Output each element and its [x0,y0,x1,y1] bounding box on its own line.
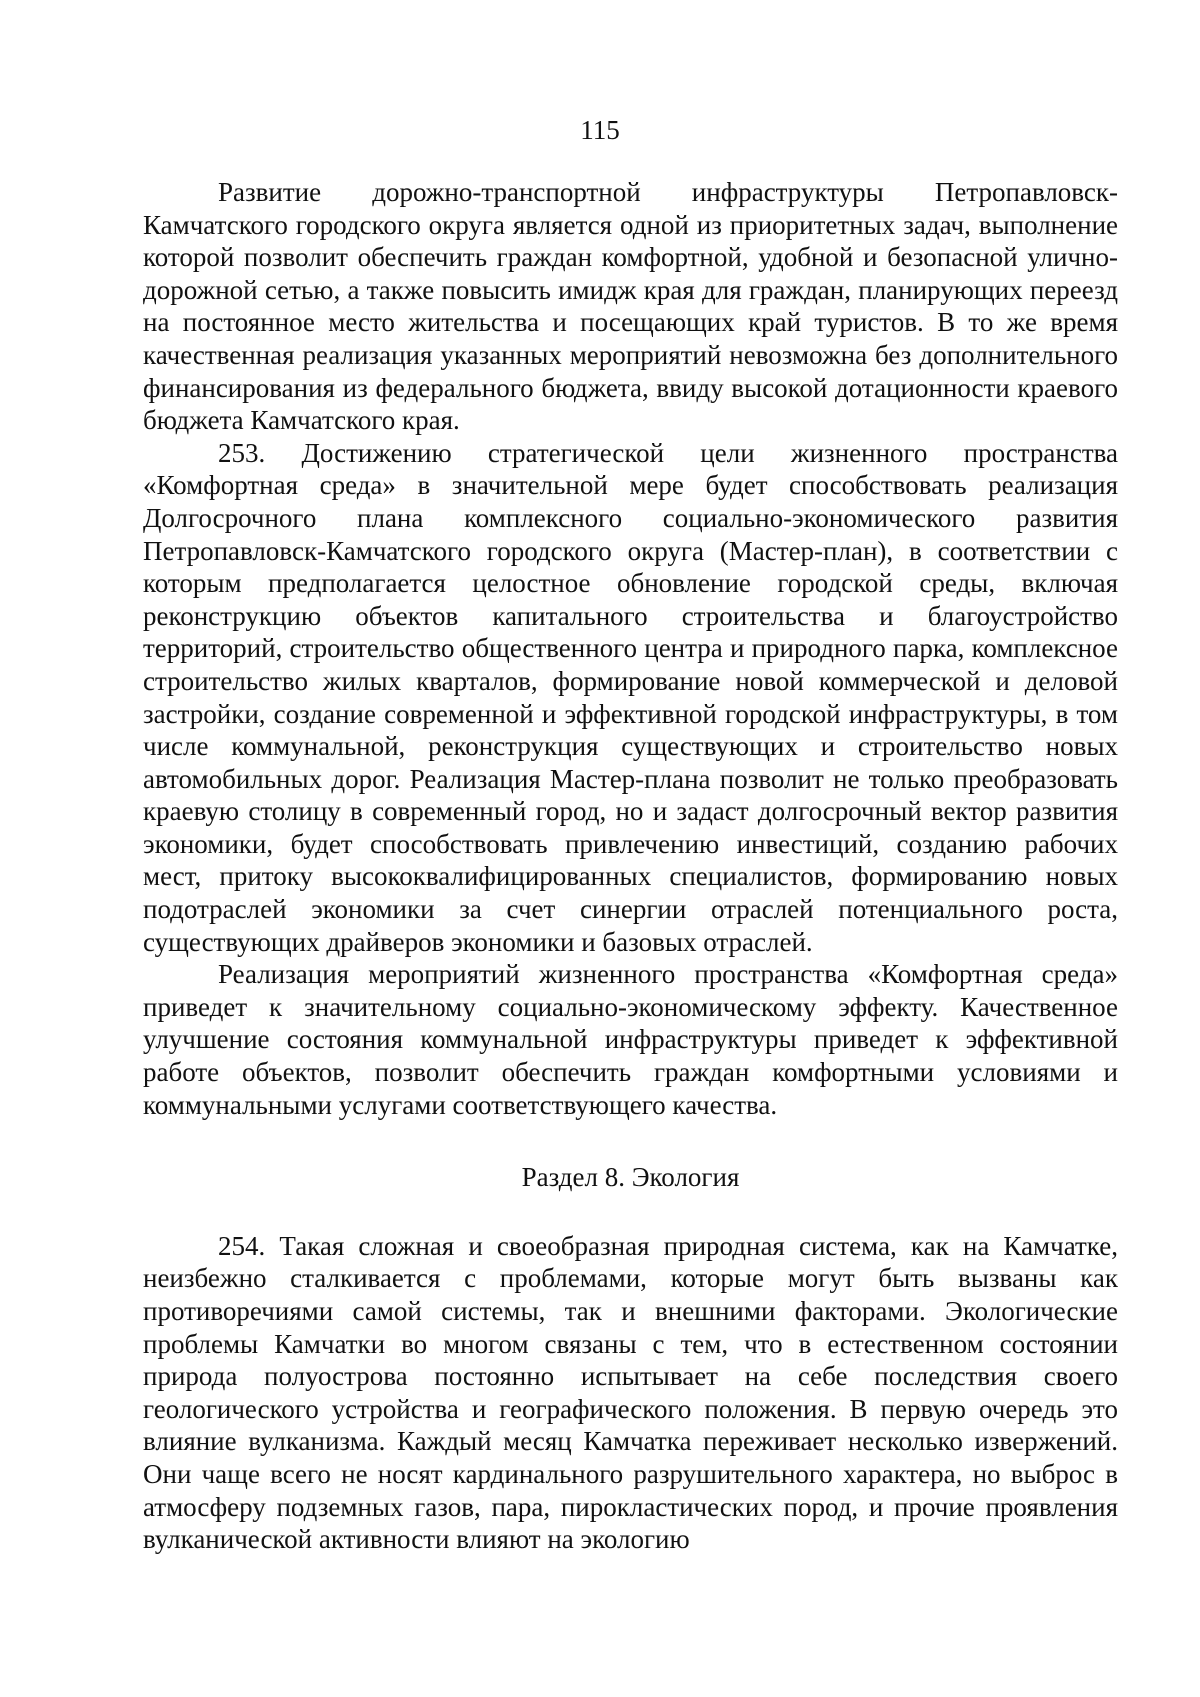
section-heading-ecology: Раздел 8. Экология [521,1162,740,1193]
paragraph-road-infrastructure: Развитие дорожно-транспортной инфраструктуры Петропавловск-Камчатского городского округа является одной из приоритетных задач, выполнение которой позволит обеспечить граждан комфортной, удобной и безопасной улично-дорожной сетью, а также повысить имидж края для граждан, планирующих переезд на постоянное место жительства и посещающих край туристов. В то же время качественная реализация указанных мероприятий невозможна без дополнительного финансирования из федерального бюджета, ввиду высокой дотационности краевого бюджета Камчатского края. [143,177,1118,436]
document-body [143,176,1118,1556]
paragraph-253-master-plan: 253. Достижению стратегической цели жизненного пространства «Комфортная среда» в значительной мере будет способствовать реализация Долгосрочного плана комплексного социально-экономического развития Петропавловск-Камчатского городского округа (Мастер-план), в соответствии с которым предполагается целостное обновление городской среды, включая реконструкцию объектов капитального строительства и благоустройство территорий, строительство общественного центра и природного парка, комплексное строительство жилых кварталов, формирование новой коммерческой и деловой застройки, создание современной и эффективной городской инфраструктуры, в том числе коммунальной, реконструкция существующих и строительство новых автомобильных дорог. Реализация Мастер-плана позволит не только преобразовать краевую столицу в современный город, но и задаст долгосрочный вектор развития экономики, будет способствовать привлечению инвестиций, созданию рабочих мест, притоку высококвалифицированных специалистов, формированию новых подотраслей экономики за счет синергии отраслей потенциального роста, существующих драйверов экономики и базовых отраслей. [143,437,1118,957]
paragraph-comfortable-environment-effect: Реализация мероприятий жизненного пространства «Комфортная среда» приведет к значительному социально-экономическому эффекту. Качественное улучшение состояния коммунальной инфраструктуры приведет к эффективной работе объектов, позволит обеспечить граждан комфортными условиями и коммунальными услугами соответствующего качества. [143,959,1118,1120]
page-number: 115 [580,115,620,145]
paragraph-254-ecology: 254. Такая сложная и своеобразная природная система, как на Камчатке, неизбежно сталкивается с проблемами, которые могут быть вызваны как противоречиями самой системы, так и внешними факторами. Экологические проблемы Камчатки во многом связаны с тем, что в естественном состоянии природа полуострова постоянно испытывает на себе последствия своего геологического устройства и географического положения. В первую очередь это влияние вулканизма. Каждый месяц Камчатка переживает несколько извержений. Они чаще всего не носят кардинального разрушительного характера, но выброс в атмосферу подземных газов, пара, пирокластических пород, и прочие проявления вулканической активности влияют на экологию [143,1230,1118,1555]
